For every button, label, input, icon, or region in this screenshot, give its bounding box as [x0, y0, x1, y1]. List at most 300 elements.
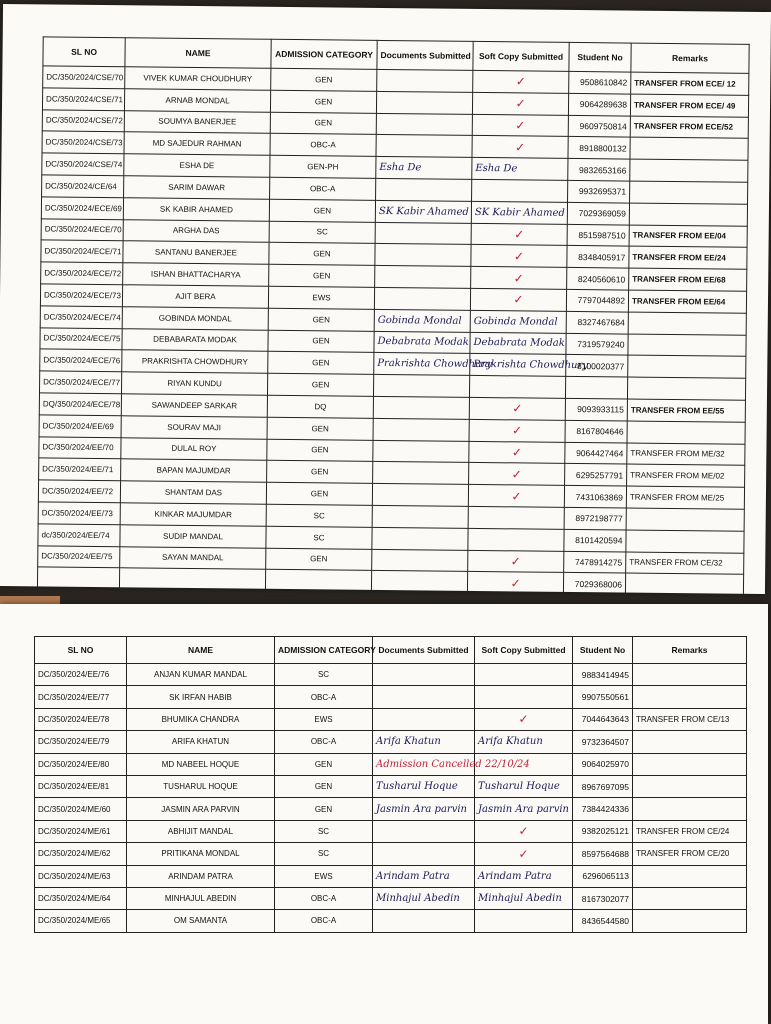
sl-no-text: DC/350/2024/ECE/77 — [43, 377, 121, 388]
sl-no-text: DC/350/2024/ECE/74 — [43, 312, 121, 322]
student-no-cell — [573, 775, 633, 797]
student-no-text: 9064025970 — [581, 759, 629, 770]
header-remarks: Remarks — [633, 637, 747, 664]
remarks-cell — [627, 464, 745, 487]
remarks-cell — [633, 820, 747, 842]
category-cell — [275, 865, 373, 887]
category-text: GEN — [314, 759, 333, 769]
name-text: ARINDAM PATRA — [168, 871, 233, 881]
documents-cell — [373, 440, 469, 463]
remarks-cell — [630, 159, 748, 182]
remarks-cell — [633, 865, 747, 887]
tick-mark: ✓ — [513, 270, 524, 286]
sl-no-cell — [39, 458, 121, 481]
documents-cell — [375, 222, 471, 245]
category-cell — [275, 664, 373, 686]
soft-copy-cell — [472, 136, 568, 159]
name-cell — [122, 285, 268, 308]
category-cell — [269, 243, 375, 266]
student-no-text: 7029368006 — [574, 578, 623, 590]
remarks-cell — [633, 887, 747, 909]
sl-no-text: DC/350/2024/ECE/73 — [43, 290, 122, 301]
documents-cell — [373, 798, 475, 820]
header-student-no: Student No — [569, 42, 631, 72]
student-no-text: 8101420594 — [575, 535, 623, 546]
soft-copy-cell — [468, 550, 564, 573]
student-no-text: 8918800132 — [579, 142, 627, 154]
student-no-text: 9883414945 — [581, 669, 629, 680]
remarks-cell — [630, 116, 748, 139]
documents-cell — [374, 353, 492, 376]
remarks-cell — [626, 508, 744, 531]
category-cell — [268, 308, 374, 331]
handwritten-text: Arindam Patra — [478, 870, 552, 882]
student-no-cell — [565, 398, 627, 420]
table-row — [35, 775, 747, 797]
remarks-cell — [628, 290, 746, 313]
student-no-cell — [563, 573, 625, 595]
student-no-text: 8167302077 — [581, 893, 629, 904]
student-no-text: 8348405917 — [578, 251, 626, 263]
student-no-cell — [565, 420, 627, 442]
soft-copy-cell — [475, 731, 573, 753]
tick-mark: ✓ — [512, 401, 523, 416]
sl-no-cell — [38, 545, 120, 568]
category-cell — [275, 775, 373, 797]
documents-cell — [376, 178, 472, 201]
soft-copy-cell — [470, 310, 566, 333]
name-text: SHANTAM DAS — [164, 487, 223, 498]
student-no-text: 9064427464 — [576, 447, 624, 459]
student-no-text: 9832653166 — [579, 164, 627, 176]
handwritten-text: Arifa Khatun — [478, 736, 543, 748]
soft-copy-cell — [475, 843, 573, 865]
category-text: GEN — [314, 782, 333, 792]
documents-cell — [376, 135, 472, 158]
tick-mark: ✓ — [513, 292, 524, 307]
table-row — [35, 731, 747, 753]
documents-cell — [372, 549, 468, 572]
sl-no-text: DC/350/2024/EE/80 — [38, 759, 110, 769]
category-text: OBC-A — [310, 916, 337, 926]
remarks-text: TRANSFER FROM ME/25 — [629, 492, 725, 503]
tick-mark: ✓ — [515, 118, 526, 133]
tick-mark: ✓ — [511, 488, 522, 503]
student-no-cell — [573, 865, 633, 887]
documents-cell — [376, 91, 472, 114]
soft-copy-cell — [475, 865, 573, 887]
category-cell — [269, 264, 375, 287]
name-text: ESHA DE — [179, 160, 215, 171]
documents-cell — [372, 527, 468, 550]
soft-copy-cell — [472, 179, 568, 202]
sl-no-cell — [40, 284, 122, 307]
sl-no-text: DC/350/2024/ECE/75 — [43, 333, 121, 344]
remarks-cell — [631, 72, 749, 95]
header-name: NAME — [127, 637, 275, 664]
soft-copy-cell — [472, 114, 568, 137]
soft-copy-cell — [469, 441, 565, 464]
name-cell — [121, 372, 267, 395]
handwritten-text: Jasmin Ara parvin — [376, 803, 467, 815]
name-text: SK KABIR AHAMED — [159, 204, 233, 215]
sl-no-text: DC/350/2024/EE/69 — [42, 421, 114, 431]
sl-no-cell — [35, 753, 127, 775]
student-no-text: 8167804646 — [576, 426, 624, 437]
sl-no-cell — [35, 708, 127, 730]
student-no-cell — [573, 798, 633, 820]
soft-copy-cell — [475, 798, 573, 820]
category-text: GEN — [313, 205, 332, 216]
category-text: GEN — [310, 467, 329, 477]
student-no-cell — [567, 202, 629, 224]
handwritten-text: Debabrata Modak — [377, 336, 469, 349]
sl-no-cell — [42, 110, 124, 133]
soft-copy-cell — [469, 419, 565, 442]
category-cell — [275, 731, 373, 753]
student-no-text: 9732364507 — [581, 736, 629, 747]
handwritten-text: Prakrishta Chowdhury — [377, 358, 492, 371]
name-cell — [122, 307, 268, 330]
sl-no-text: DC/350/2024/CSE/72 — [45, 115, 123, 126]
category-text: SC — [317, 670, 330, 680]
soft-copy-cell — [475, 820, 573, 842]
remarks-cell — [627, 421, 745, 444]
student-no-cell — [564, 486, 626, 508]
documents-cell — [374, 331, 470, 354]
category-text: SC — [313, 532, 325, 543]
soft-copy-cell — [475, 910, 573, 932]
remarks-cell — [630, 181, 748, 204]
student-no-cell — [569, 71, 631, 93]
remarks-text: TRANSFER FROM EE/68 — [632, 274, 726, 285]
remarks-cell — [626, 552, 744, 575]
sl-no-text: DC/350/2024/EE/78 — [38, 714, 110, 724]
name-text: ARGHA DAS — [172, 226, 220, 236]
name-text: RIYAN KUNDU — [167, 378, 222, 389]
remarks-text: TRANSFER FROM CE/13 — [636, 714, 730, 724]
name-text: SANTANU BANERJEE — [154, 247, 238, 258]
name-text: PRAKRISHTA CHOWDHURY — [141, 356, 248, 367]
student-no-text: 8967697095 — [581, 781, 629, 792]
handwritten-text: Debabrata Modak — [473, 337, 565, 350]
category-text: GEN — [314, 118, 333, 128]
student-no-text: 8240560610 — [577, 273, 626, 285]
category-text: OBC-A — [310, 140, 336, 150]
remarks-cell — [627, 377, 745, 400]
tick-mark: ✓ — [518, 824, 529, 839]
sl-no-cell — [42, 175, 124, 198]
soft-copy-cell — [468, 485, 564, 508]
soft-copy-cell — [468, 528, 564, 551]
remarks-text: TRANSFER FROM ECE/ 49 — [634, 100, 736, 111]
name-cell — [124, 176, 270, 199]
name-cell — [124, 154, 270, 177]
student-no-cell — [565, 442, 627, 464]
student-no-cell — [567, 224, 629, 246]
sl-no-text: DC/350/2024/ME/65 — [38, 916, 111, 926]
sl-no-text: DC/350/2024/CSE/73 — [45, 137, 123, 148]
name-cell — [125, 67, 271, 90]
student-no-cell — [565, 377, 627, 399]
category-cell — [265, 570, 371, 593]
sl-no-text: DC/350/2024/ECE/70 — [44, 224, 122, 235]
documents-cell — [372, 484, 468, 507]
sl-no-cell — [40, 349, 122, 372]
documents-cell — [373, 731, 475, 753]
student-no-text: 9093933115 — [577, 404, 624, 415]
sl-no-cell — [35, 843, 127, 865]
sl-no-text: DC/350/2024/CSE/71 — [46, 94, 124, 104]
category-cell — [270, 90, 376, 113]
documents-cell — [373, 910, 475, 932]
name-cell — [127, 798, 275, 820]
sl-no-cell — [35, 887, 127, 909]
sl-no-text: DC/350/2024/ME/63 — [38, 871, 111, 881]
soft-copy-cell — [471, 201, 567, 224]
remarks-cell — [630, 94, 748, 117]
table-row — [35, 865, 747, 887]
remarks-cell — [629, 225, 747, 248]
name-text: MD NABEEL HOQUE — [161, 759, 240, 769]
category-text: SC — [317, 826, 330, 836]
header-soft-copy-submitted: Soft Copy Submitted — [475, 637, 573, 664]
table-row — [35, 820, 747, 842]
tick-mark: ✓ — [510, 554, 521, 569]
documents-cell — [373, 686, 475, 708]
category-text: DQ — [314, 402, 327, 412]
handwritten-text: SK Kabir Ahamed — [474, 206, 565, 219]
remarks-cell — [630, 137, 748, 160]
handwritten-text: Esha De — [379, 162, 422, 174]
documents-cell — [373, 865, 475, 887]
category-text: OBC-A — [310, 894, 337, 904]
remarks-cell — [625, 573, 743, 596]
documents-cell — [376, 113, 472, 136]
name-cell — [127, 775, 275, 797]
sl-no-text: DC/350/2024/EE/77 — [38, 692, 110, 702]
name-text: SK IRFAN HABIB — [169, 692, 232, 702]
remarks-text: TRANSFER FROM CE/32 — [629, 558, 723, 568]
category-text: GEN — [310, 489, 329, 499]
documents-cell — [374, 287, 470, 310]
documents-cell — [373, 418, 469, 441]
handwritten-text: Gobinda Mondal — [377, 314, 462, 327]
header-name: NAME — [125, 38, 271, 69]
sl-no-cell — [38, 502, 120, 525]
student-no-cell — [568, 180, 630, 202]
name-text: ABHIJIT MANDAL — [167, 826, 234, 836]
student-no-text: 9907550561 — [581, 692, 629, 703]
student-no-text: 9609750814 — [579, 121, 627, 132]
sl-no-cell — [40, 327, 122, 350]
soft-copy-cell — [468, 506, 564, 529]
sl-no-text: DC/350/2024/EE/79 — [38, 737, 110, 747]
soft-copy-cell — [473, 70, 569, 93]
name-cell — [127, 843, 275, 865]
handwritten-text: Minhajul Abedin — [478, 893, 562, 905]
tick-mark: ✓ — [515, 96, 526, 111]
category-text: GEN — [315, 75, 333, 85]
sl-no-text: DC/350/2024/EE/73 — [41, 508, 113, 519]
soft-copy-cell — [475, 708, 573, 730]
category-text: EWS — [312, 293, 331, 303]
student-no-cell — [573, 843, 633, 865]
documents-cell — [375, 244, 471, 267]
student-no-cell — [566, 289, 628, 311]
documents-cell — [375, 266, 471, 289]
student-no-cell — [565, 464, 627, 486]
remarks-text: TRANSFER FROM EE/24 — [632, 252, 726, 263]
category-cell — [270, 155, 376, 178]
sl-no-cell — [35, 664, 127, 686]
soft-copy-cell — [475, 686, 573, 708]
sl-no-text: DC/350/2024/EE/76 — [38, 670, 110, 680]
name-cell — [127, 865, 275, 887]
category-cell — [268, 286, 374, 309]
soft-copy-cell — [471, 223, 567, 246]
student-no-text: 7384424336 — [581, 804, 629, 815]
sl-no-cell — [39, 436, 121, 459]
remarks-cell — [626, 530, 744, 553]
remarks-text: TRANSFER FROM ME/02 — [630, 470, 725, 481]
category-cell — [267, 373, 373, 396]
remarks-text: TRANSFER FROM ECE/ 12 — [634, 78, 736, 89]
documents-cell — [373, 753, 530, 775]
student-no-cell — [568, 93, 630, 115]
category-text: SC — [317, 849, 330, 859]
sl-no-text: DC/350/2024/ME/64 — [38, 894, 111, 904]
sl-no-cell — [35, 910, 127, 932]
remarks-cell — [633, 731, 747, 753]
name-cell — [119, 568, 265, 591]
sl-no-cell — [38, 480, 120, 503]
remarks-text: TRANSFER FROM CE/24 — [636, 826, 730, 836]
remarks-text: TRANSFER FROM CE/20 — [636, 849, 730, 859]
table-row — [35, 686, 747, 708]
soft-copy-cell — [475, 664, 573, 686]
sl-no-text: DC/350/2024/EE/81 — [38, 782, 110, 792]
name-cell — [127, 820, 275, 842]
remarks-cell — [627, 443, 745, 466]
remarks-text: TRANSFER FROM EE/55 — [630, 405, 725, 416]
student-no-text: 8436544580 — [581, 915, 629, 926]
sl-no-cell — [41, 218, 123, 241]
sl-no-text: DC/350/2024/EE/70 — [42, 442, 114, 453]
name-cell — [123, 241, 269, 264]
category-cell — [275, 887, 373, 909]
category-cell — [269, 199, 375, 222]
documents-cell — [372, 505, 468, 528]
name-text: OM SAMANTA — [173, 916, 228, 926]
category-cell — [275, 798, 373, 820]
sl-no-cell — [39, 371, 121, 394]
header-admission-category: ADMISSION CATEGORY — [275, 637, 373, 664]
handwritten-text: Esha De — [475, 163, 518, 175]
name-text: SOUMYA BANERJEE — [158, 117, 237, 127]
name-text: ARNAB MONDAL — [165, 95, 230, 106]
name-cell — [127, 731, 275, 753]
remarks-text: TRANSFER FROM ME/32 — [630, 449, 725, 460]
sl-no-text: DC/350/2024/ECE/72 — [44, 268, 122, 279]
remarks-text: TRANSFER FROM EE/04 — [632, 231, 727, 242]
category-cell — [267, 439, 373, 462]
soft-copy-cell — [471, 245, 567, 268]
name-text: SAYAN MANDAL — [161, 553, 224, 563]
student-table-2 — [34, 636, 747, 933]
sl-no-cell — [35, 820, 127, 842]
name-text: KINKAR MAJUMDAR — [154, 509, 232, 520]
student-no-text: 8327467684 — [577, 317, 625, 328]
sl-no-text: DC/350/2024/ME/60 — [38, 804, 111, 814]
header-student-no: Student No — [573, 637, 633, 664]
sl-no-cell — [41, 240, 123, 263]
category-cell — [275, 910, 373, 932]
remarks-cell — [629, 203, 747, 226]
category-text: SC — [316, 227, 328, 237]
category-cell — [275, 843, 373, 865]
student-no-text: 9932695371 — [578, 186, 627, 197]
documents-cell — [375, 200, 471, 223]
name-cell — [124, 132, 270, 155]
sl-no-cell — [40, 306, 122, 329]
tick-mark: ✓ — [513, 249, 525, 264]
tick-mark: ✓ — [518, 846, 529, 861]
name-text: ANJAN KUMAR MANDAL — [154, 670, 247, 680]
table-row — [35, 753, 747, 775]
name-text: TUSHARUL HOQUE — [163, 782, 238, 792]
sl-no-text: DQ/350/2024/ECE/78 — [42, 399, 121, 410]
remarks-cell — [633, 775, 747, 797]
sl-no-text: DC/350/2024/ECE/71 — [44, 246, 122, 257]
name-cell — [124, 110, 270, 133]
documents-cell — [373, 664, 475, 686]
sl-no-text: DC/350/2024/CSE/70 — [46, 72, 124, 83]
category-cell — [275, 686, 373, 708]
name-cell — [123, 263, 269, 286]
name-text: JASMIN ARA PARVIN — [161, 804, 240, 814]
sl-no-cell — [35, 686, 127, 708]
student-no-cell — [573, 664, 633, 686]
tick-mark: ✓ — [515, 74, 526, 89]
remarks-cell — [628, 355, 746, 378]
sl-no-cell — [39, 415, 121, 438]
documents-cell — [373, 462, 469, 485]
header-documents-submitted: Documents Submitted — [373, 637, 475, 664]
name-cell — [123, 219, 269, 242]
tick-mark: ✓ — [514, 140, 526, 155]
name-cell — [127, 664, 275, 686]
sl-no-text: DC/350/2024/ME/61 — [38, 826, 111, 836]
student-no-text: 7319579240 — [577, 338, 625, 350]
documents-cell — [373, 843, 475, 865]
sl-no-cell — [35, 798, 127, 820]
category-cell — [271, 68, 377, 91]
student-no-cell — [573, 753, 633, 775]
name-cell — [127, 910, 275, 932]
name-cell — [120, 524, 266, 547]
remarks-cell — [633, 708, 747, 730]
tick-mark: ✓ — [512, 423, 523, 438]
student-table-1 — [37, 36, 750, 596]
student-no-cell — [568, 159, 630, 181]
category-cell — [270, 112, 376, 135]
sl-no-cell — [39, 393, 121, 416]
remarks-cell — [629, 246, 747, 269]
handwritten-text: Tusharul Hoque — [376, 781, 458, 793]
remarks-cell — [633, 753, 747, 775]
category-text: GEN — [312, 358, 330, 368]
